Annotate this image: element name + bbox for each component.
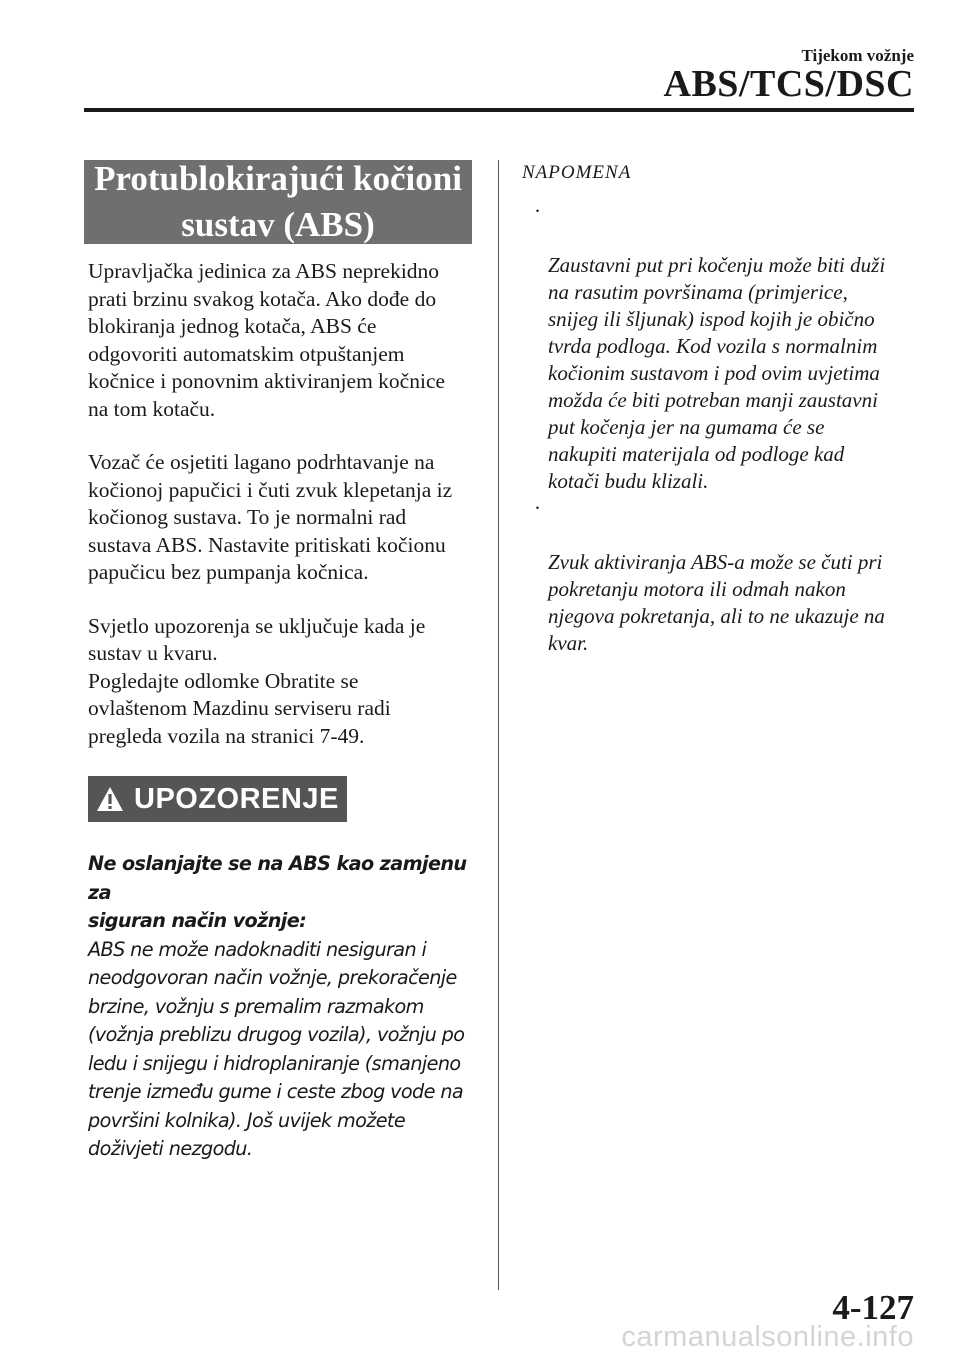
note-item xyxy=(522,198,917,495)
bullet-icon: · xyxy=(534,199,541,223)
header-title: ABS/TCS/DSC xyxy=(663,63,914,105)
paragraph-warning-light: Svjetlo upozorenja se uključuje kada je sustav u kvaru. xyxy=(88,613,426,665)
paragraph-service-reference: Pogledajte odlomke Obratite se ovlaštenom Mazdinu serviseru radi pregleda vozila na stranici 7-49. xyxy=(88,668,391,748)
header-rule xyxy=(84,108,914,112)
page-number: 4-127 xyxy=(832,1288,914,1327)
left-column xyxy=(84,160,472,1164)
warning-body: ABS ne može nadoknaditi nesiguran i neodgovoran način vožnje, prekoračenje brzine, vožnju s premalim razmakom (vožnja preblizu drugog vozila), vožnju po ledu i snijegu i hidroplaniranje (smanjeno trenje između gume i ceste zbog vode na površini kolnika). Još uvijek možete doživjeti nezgodu. xyxy=(88,937,465,1160)
column-divider xyxy=(498,160,499,1290)
warning-triangle-icon xyxy=(96,786,124,812)
warning-text xyxy=(88,850,472,1164)
bullet-icon: · xyxy=(534,496,541,520)
warning-label: UPOZORENJE xyxy=(134,782,339,815)
note-item xyxy=(522,495,917,657)
note-text: Zaustavni put pri kočenju može biti duži na rasutim površinama (primjerice, snijeg ili šljunak) ispod kojih je obično tvrda podloga. Kod vozila s normalnim kočionim sustavom i pod ovim uvjetima možda će biti potreban manji zaustavni put kočenja jer na gumama će se nakupiti materijala od podloge kad kotači budu klizali. xyxy=(548,253,886,493)
note-text: Zvuk aktiviranja ABS-a može se čuti pri pokretanju motora ili odmah nakon njegova pokretanja, ali to ne ukazuje na kvar. xyxy=(548,550,885,655)
note-title: NAPOMENA xyxy=(522,162,632,183)
watermark: carmanualsonline.info xyxy=(621,1321,914,1353)
note-list xyxy=(522,198,917,657)
right-column xyxy=(522,160,917,657)
warning-lead: Ne oslanjajte se na ABS kao zamjenu za siguran način vožnje: xyxy=(88,852,467,932)
paragraph-pedal-vibration: Vozač će osjetiti lagano podrhtavanje na kočionoj papučici i čuti zvuk klepetanja iz kočionog sustava. To je normalni rad sustava ABS. Nastavite pritiskati kočionu papučicu bez pumpanja kočnica. xyxy=(88,450,453,584)
paragraph-abs-function: Upravljačka jedinica za ABS neprekidno prati brzinu svakog kotača. Ako dođe do blokiranja jednog kotača, ABS će odgovoriti automatskim otpuštanjem kočnice i ponovnim aktiviranjem kočnice na tom kotaču. xyxy=(88,259,446,421)
warning-badge xyxy=(88,776,347,822)
header-section-label: Tijekom vožnje xyxy=(801,46,914,65)
section-heading: Protublokirajući kočioni sustav (ABS) xyxy=(84,160,472,244)
